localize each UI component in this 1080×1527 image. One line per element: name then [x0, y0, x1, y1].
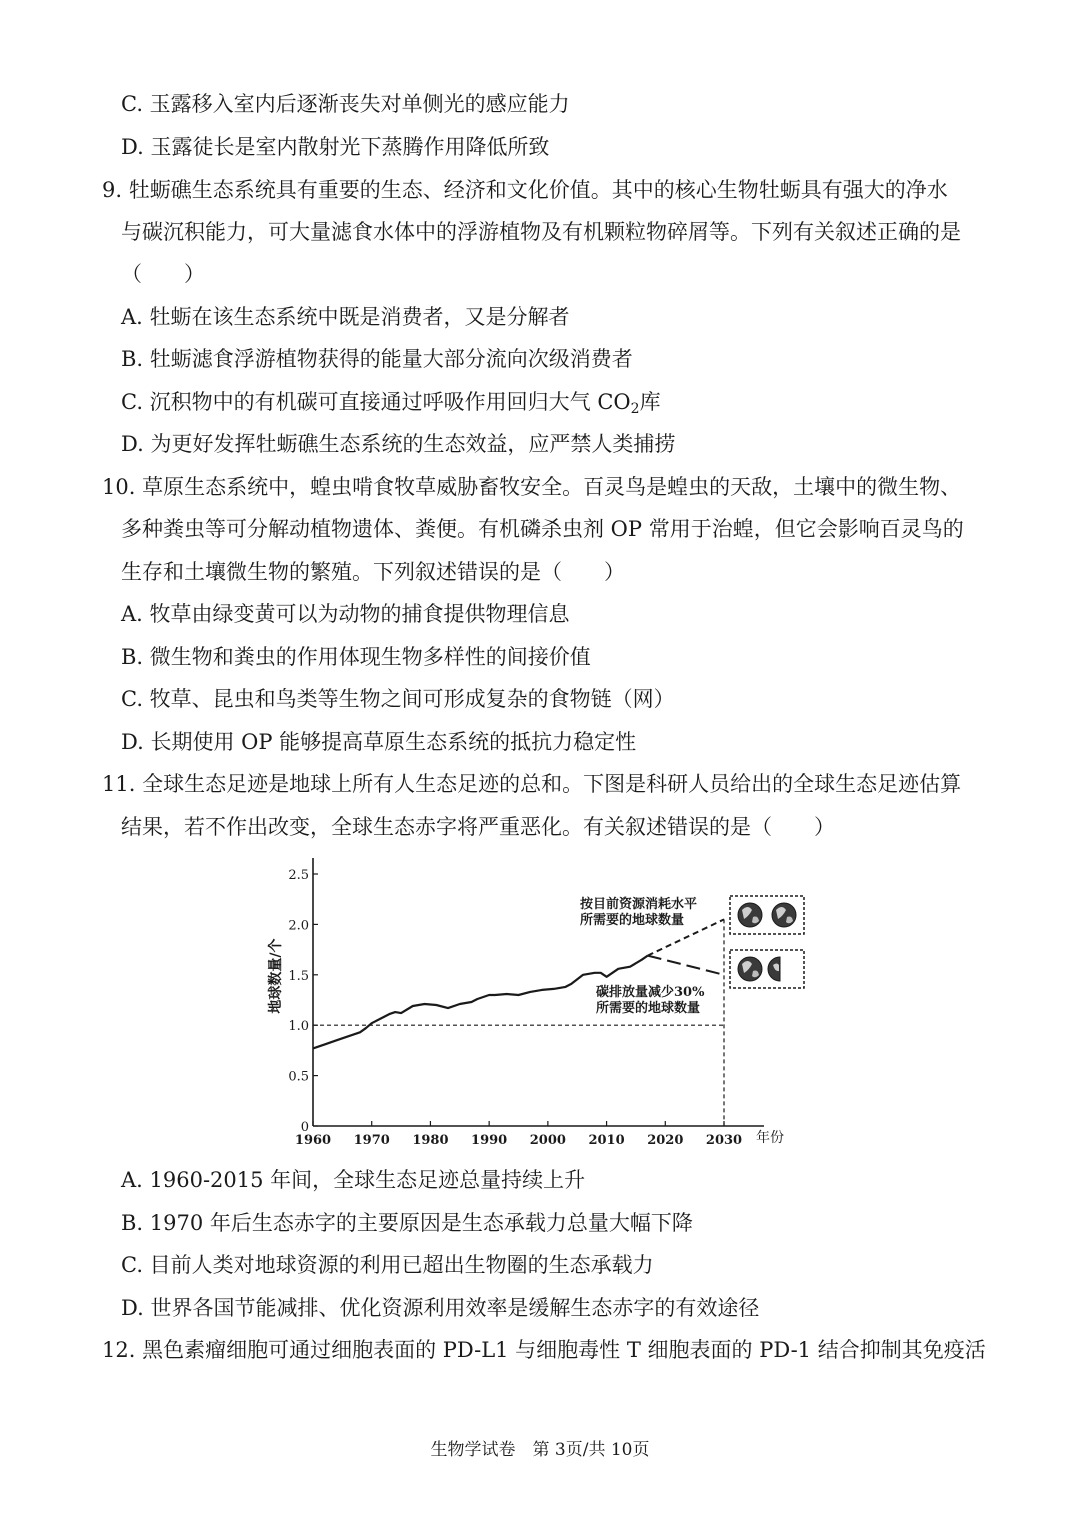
globe-body — [738, 903, 762, 927]
y-tick-label: 1.0 — [288, 1019, 309, 1035]
q9-option-d: D. 为更好发挥牡蛎礁生态系统的生态效益，应严禁人类捕捞 — [121, 432, 676, 456]
q11-stem-line2: 结果，若不作出改变，全球生态赤字将严重恶化。有关叙述错误的是（ ） — [121, 815, 835, 839]
q11-option-d: D. 世界各国节能减排、优化资源利用效率是缓解生态赤字的有效途径 — [121, 1296, 760, 1320]
series-line-2 — [648, 956, 724, 975]
x-tick-label: 2020 — [647, 1133, 684, 1148]
x-tick-label: 1960 — [294, 1133, 332, 1148]
q11-option-c: C. 目前人类对地球资源的利用已超出生物圈的生态承载力 — [121, 1253, 654, 1277]
q9-option-c-subscript: 2 — [630, 401, 640, 417]
q10-option-d: D. 长期使用 OP 能够提高草原生态系统的抵抗力稳定性 — [121, 730, 637, 754]
chart-axes — [267, 858, 784, 1148]
chart-series — [313, 919, 724, 1126]
y-tick-label: 0.5 — [288, 1069, 309, 1085]
annotation-upper-1: 按目前资源消耗水平 — [580, 897, 698, 912]
q9-option-c-tail: 库 — [639, 390, 661, 414]
chart-annotations — [580, 896, 804, 1016]
globe-body — [738, 957, 762, 981]
q11-option-a: A. 1960-2015 年间，全球生态足迹总量持续上升 — [121, 1168, 586, 1192]
q9-answer-bracket: （ ） — [121, 262, 205, 286]
q10-stem-line1: 10. 草原生态系统中，蝗虫啃食牧草威胁畜牧安全。百灵鸟是蝗虫的天敌，土壤中的微生物、 — [102, 475, 962, 499]
x-tick-label: 1990 — [471, 1133, 508, 1148]
x-tick-label: 1980 — [412, 1133, 449, 1148]
q9-option-c — [121, 387, 661, 417]
globe-icon — [738, 957, 762, 981]
q8-option-d: D. 玉露徒长是室内散射光下蒸腾作用降低所致 — [121, 135, 550, 159]
q10-option-b: B. 微生物和粪虫的作用体现生物多样性的间接价值 — [121, 645, 591, 669]
y-tick-label: 0 — [300, 1120, 309, 1135]
y-axis-label: 地球数量/个 — [268, 938, 284, 1014]
y-tick-label: 2.5 — [288, 868, 309, 883]
q9-stem-line1: 9. 牡蛎礁生态系统具有重要的生态、经济和文化价值。其中的核心生物牡蛎具有强大的净水 — [102, 178, 948, 202]
annotation-lower-1: 碳排放量减少30% — [596, 985, 705, 1000]
annotation-lower-2: 所需要的地球数量 — [596, 1001, 701, 1016]
x-tick-label: 1970 — [353, 1133, 390, 1148]
q10-option-a: A. 牧草由绿变黄可以为动物的捕食提供物理信息 — [121, 602, 570, 626]
ecological-footprint-chart — [250, 850, 820, 1150]
q8-option-c: C. 玉露移入室内后逐渐丧失对单侧光的感应能力 — [121, 92, 570, 116]
annotation-upper-2: 所需要的地球数量 — [580, 913, 685, 928]
y-tick-label: 1.5 — [288, 968, 309, 984]
q12-stem-line1: 12. 黑色素瘤细胞可通过细胞表面的 PD-L1 与细胞毒性 T 细胞表面的 PD-1 结合抑制其免疫活 — [102, 1338, 986, 1362]
q11-stem-line1: 11. 全球生态足迹是地球上所有人生态足迹的总和。下图是科研人员给出的全球生态足迹估算 — [102, 772, 962, 796]
q9-option-b: B. 牡蛎滤食浮游植物获得的能量大部分流向次级消费者 — [121, 347, 633, 371]
q9-stem-line2: 与碳沉积能力，可大量滤食水体中的浮游植物及有机颗粒物碎屑等。下列有关叙述正确的是 — [121, 220, 961, 244]
page-footer: 生物学试卷 第 3页/共 10页 — [430, 1440, 650, 1460]
q10-option-c: C. 牧草、昆虫和鸟类等生物之间可形成复杂的食物链（网） — [121, 687, 675, 711]
y-tick-label: 2.0 — [288, 918, 309, 934]
q9-option-c-text: C. 沉积物中的有机碳可直接通过呼吸作用回归大气 CO — [121, 390, 631, 414]
globe-body — [772, 903, 796, 927]
x-axis-label: 年份 — [756, 1130, 784, 1146]
half-globe-icon — [768, 957, 780, 981]
globe-icon — [772, 903, 796, 927]
q11-option-b: B. 1970 年后生态赤字的主要原因是生态承载力总量大幅下降 — [121, 1211, 693, 1235]
x-tick-label: 2010 — [588, 1133, 625, 1148]
q10-stem-line3: 生存和土壤微生物的繁殖。下列叙述错误的是（ ） — [121, 560, 625, 584]
q10-stem-line2: 多种粪虫等可分解动植物遗体、粪便。有机磷杀虫剂 OP 常用于治蝗，但它会影响百灵鸟的 — [121, 517, 964, 541]
q9-option-a: A. 牡蛎在该生态系统中既是消费者，又是分解者 — [121, 305, 570, 329]
globe-icon — [738, 903, 762, 927]
x-tick-label: 2030 — [705, 1133, 743, 1148]
x-tick-label: 2000 — [529, 1133, 566, 1148]
